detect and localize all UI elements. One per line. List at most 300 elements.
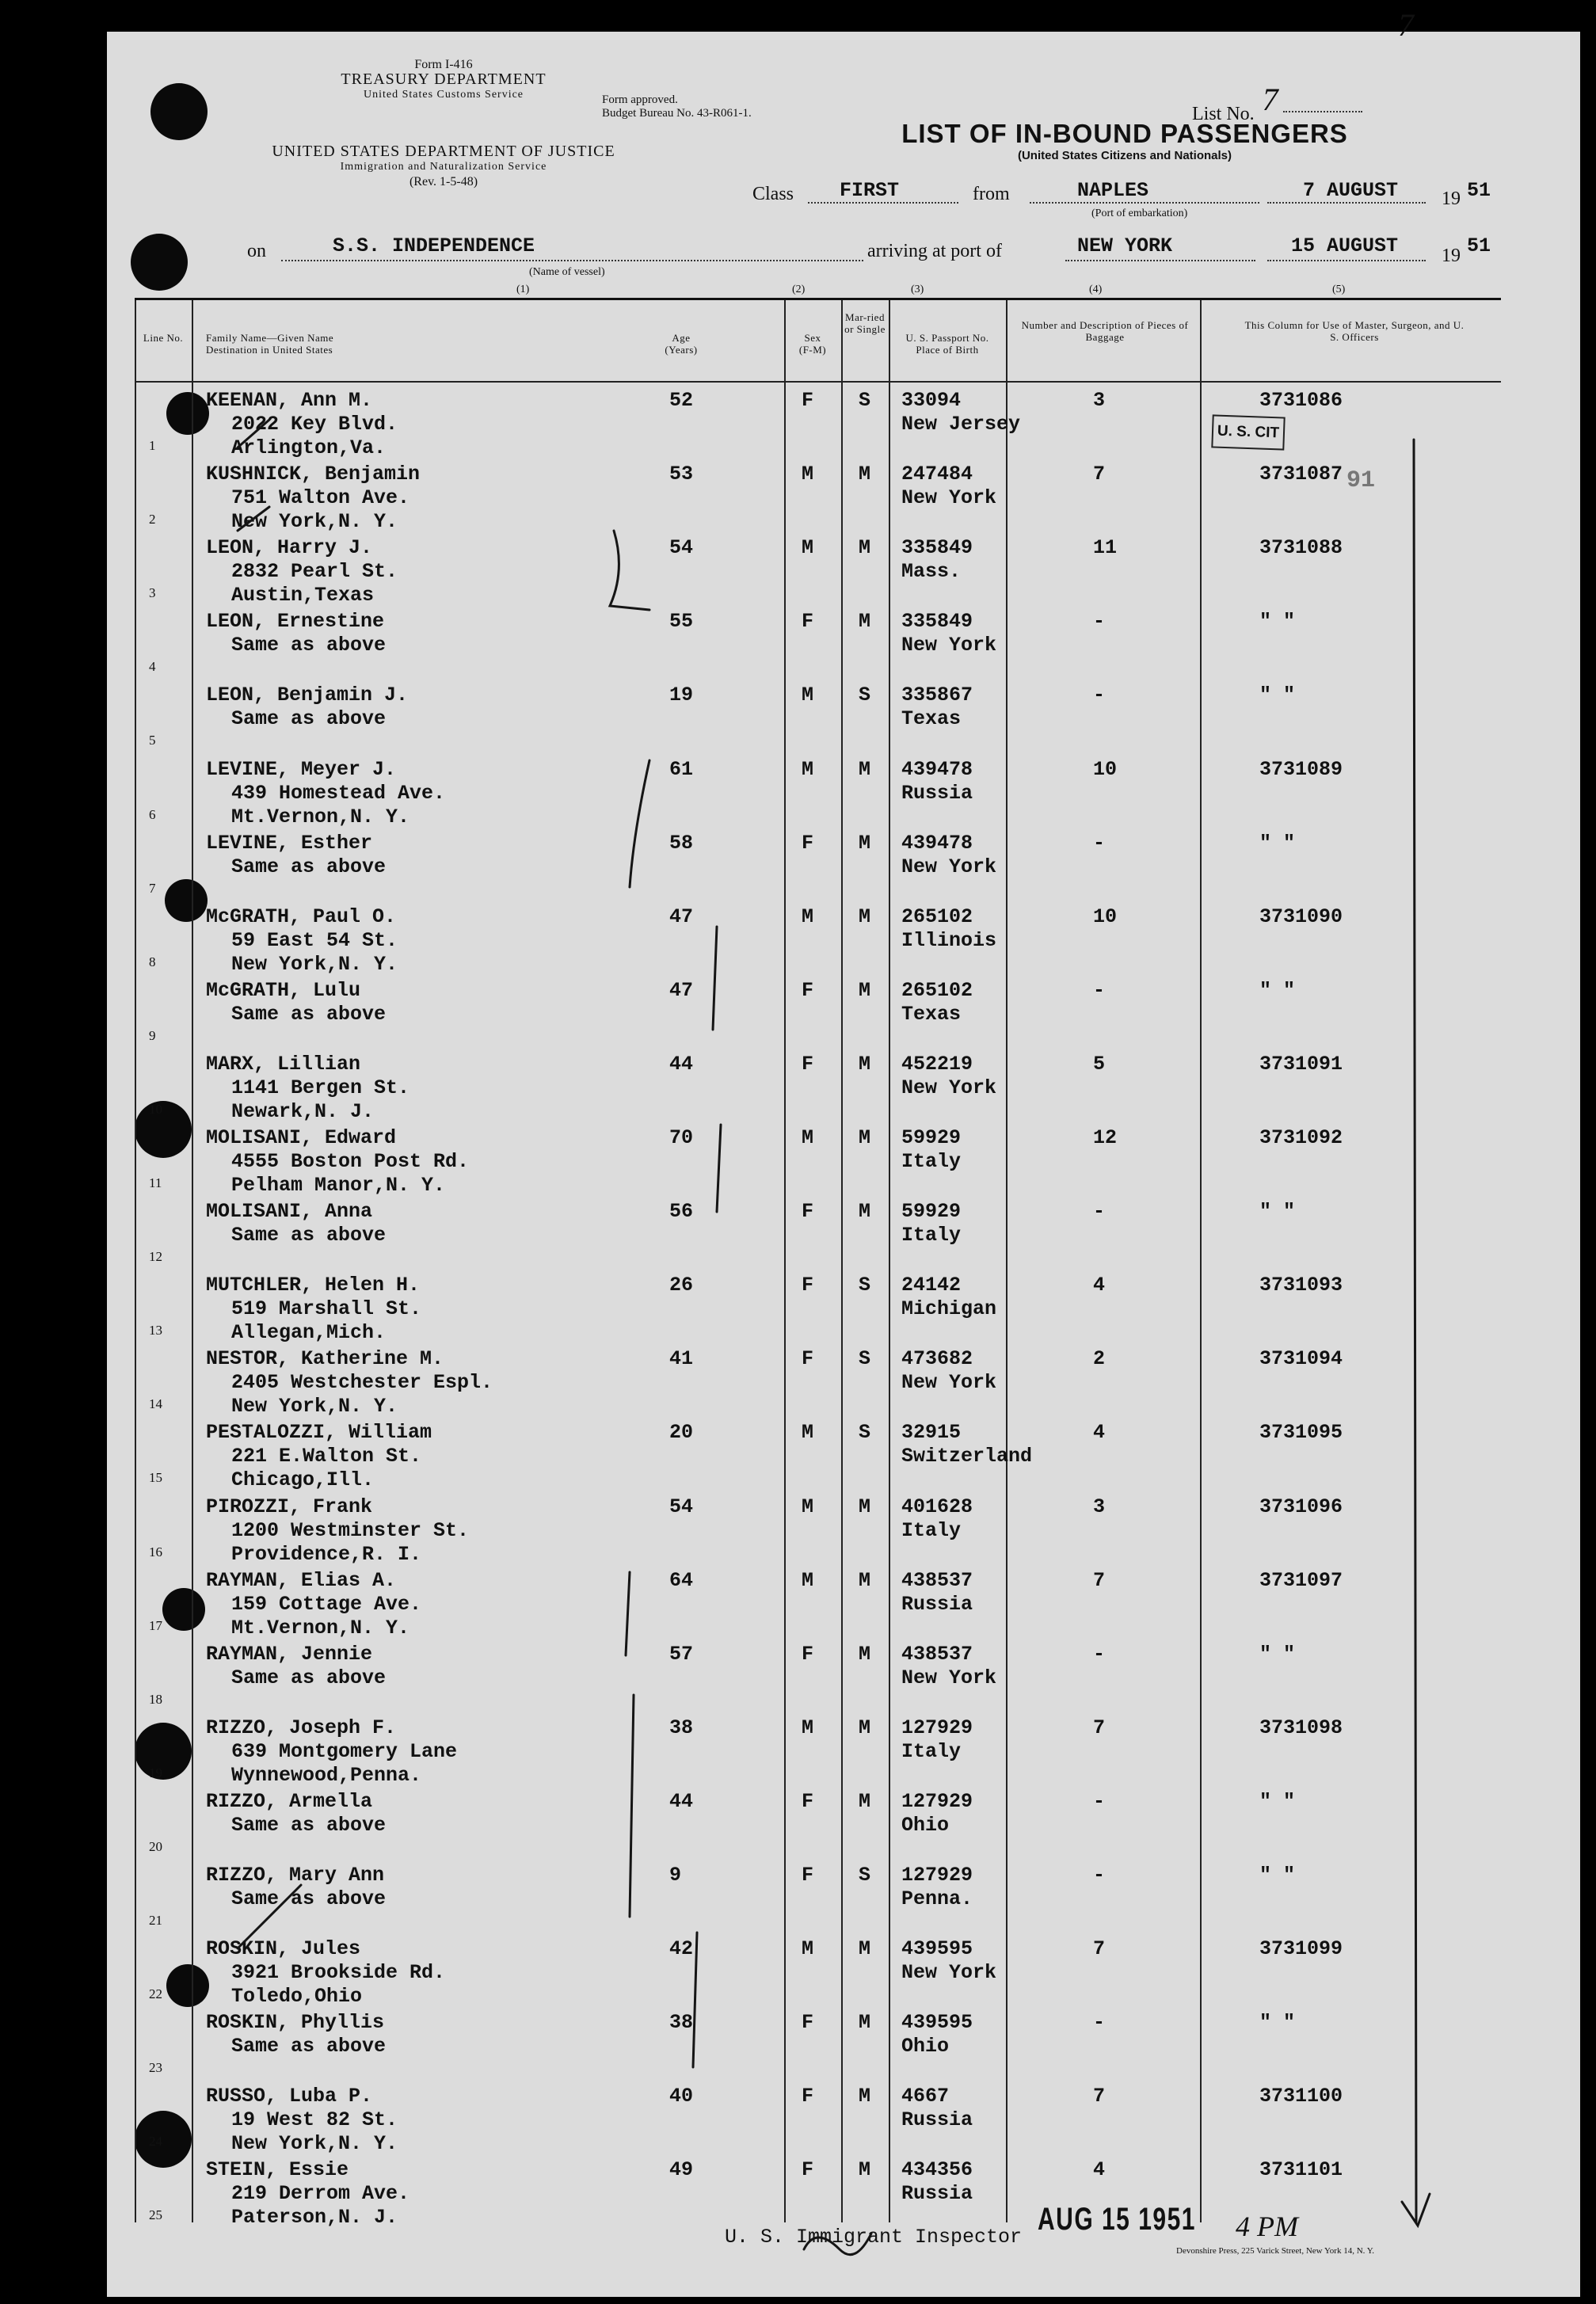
- line-number: 18: [149, 1692, 162, 1707]
- sex-cell: F: [802, 1200, 814, 1223]
- sex-cell: F: [802, 1643, 814, 1666]
- age-cell: 64: [669, 1569, 694, 1592]
- address-line-1: Same as above: [231, 1666, 387, 1689]
- officer-column-value: " ": [1259, 610, 1296, 633]
- budget-bureau: Budget Bureau No. 43-R061-1.: [602, 107, 752, 120]
- marital-status-cell: M: [859, 1126, 871, 1149]
- port-caption: (Port of embarkation): [1091, 208, 1188, 219]
- binder-hole: [131, 234, 188, 291]
- form-agency-header: [238, 57, 649, 102]
- birthplace: Italy: [901, 1224, 962, 1247]
- line-number: 20: [149, 1839, 162, 1854]
- marital-status-cell: S: [859, 1864, 871, 1887]
- marital-status-cell: S: [859, 389, 871, 412]
- address-line-1: Same as above: [231, 634, 387, 657]
- treasury-dept: TREASURY DEPARTMENT: [341, 70, 547, 88]
- address-line-2: Austin,Texas: [231, 584, 375, 607]
- date-line: [1267, 202, 1426, 204]
- address-line-1: 2022 Key Blvd.: [231, 413, 398, 436]
- baggage-count: 10: [1093, 905, 1118, 928]
- marital-status-cell: M: [859, 1716, 871, 1739]
- sex-cell: F: [802, 1864, 814, 1887]
- birthplace: Penna.: [901, 1887, 973, 1910]
- year-prefix: 19: [1442, 189, 1461, 209]
- col-head-line: Line No.: [143, 332, 184, 344]
- ins-service: Immigration and Naturalization Service: [340, 161, 547, 173]
- age-cell: 61: [669, 758, 694, 781]
- age-cell: 38: [669, 2011, 694, 2034]
- arrival-date-line: [1267, 260, 1426, 261]
- officer-column-value: 3731100: [1259, 2085, 1343, 2108]
- age-cell: 54: [669, 536, 694, 559]
- justice-header: [238, 144, 649, 189]
- baggage-count: -: [1093, 610, 1106, 633]
- page-number: 91: [1347, 467, 1376, 494]
- sex-cell: F: [802, 610, 814, 633]
- passport-number: 438537: [901, 1569, 973, 1592]
- officer-column-value: " ": [1259, 1643, 1296, 1666]
- col-head-passport-2: Place of Birth: [916, 344, 979, 356]
- birthplace: Russia: [901, 1593, 973, 1616]
- col-head-officer: This Column for Use of Master, Surgeon, and U. S. Officers: [1244, 319, 1465, 343]
- us-citizen-stamp: U. S. CIT: [1211, 414, 1285, 450]
- passport-number: 335867: [901, 684, 973, 706]
- address-line-1: Same as above: [231, 1814, 387, 1837]
- passenger-name: LEON, Benjamin J.: [206, 684, 409, 706]
- table-row: [135, 386, 1501, 459]
- marital-status-cell: M: [859, 1495, 871, 1518]
- line-number: 15: [149, 1470, 162, 1485]
- address-line-2: Wynnewood,Penna.: [231, 1764, 422, 1787]
- passport-number: 335849: [901, 536, 973, 559]
- arrival-port-line: [1065, 260, 1255, 261]
- birthplace: New York: [901, 1666, 997, 1689]
- passport-number: 473682: [901, 1347, 973, 1370]
- officer-column-value: 3731087: [1259, 463, 1343, 486]
- birthplace: New York: [901, 634, 997, 657]
- age-cell: 56: [669, 1200, 694, 1223]
- justice-dept: UNITED STATES DEPARTMENT OF JUSTICE: [272, 143, 615, 160]
- baggage-count: 7: [1093, 463, 1106, 486]
- address-line-2: Arlington,Va.: [231, 436, 387, 459]
- birthplace: Ohio: [901, 1814, 950, 1837]
- age-cell: 9: [669, 1864, 682, 1887]
- birthplace: Ohio: [901, 2035, 950, 2058]
- baggage-count: 7: [1093, 1569, 1106, 1592]
- address-line-1: 221 E.Walton St.: [231, 1445, 422, 1468]
- header-rule: [135, 381, 1501, 383]
- departure-date: 7 AUGUST: [1303, 179, 1399, 202]
- marital-status-cell: M: [859, 463, 871, 486]
- birthplace: Switzerland: [901, 1445, 1033, 1468]
- col-number-1: (1): [516, 284, 530, 295]
- table-row: [135, 533, 1501, 607]
- marital-status-cell: S: [859, 1347, 871, 1370]
- age-cell: 20: [669, 1421, 694, 1444]
- passenger-name: ROSKIN, Phyllis: [206, 2011, 385, 2034]
- address-line-1: 19 West 82 St.: [231, 2108, 398, 2131]
- sex-cell: M: [802, 1716, 814, 1739]
- age-cell: 40: [669, 2085, 694, 2108]
- sex-cell: M: [802, 1495, 814, 1518]
- officer-column-value: " ": [1259, 979, 1296, 1002]
- list-number-value: 7: [1262, 82, 1278, 117]
- address-line-1: Same as above: [231, 2035, 387, 2058]
- col-head-married: Mar-ried or Single: [844, 311, 886, 335]
- sex-cell: F: [802, 1790, 814, 1813]
- class-value: FIRST: [840, 179, 900, 202]
- table-row: [135, 607, 1501, 680]
- sex-cell: M: [802, 463, 814, 486]
- form-approval: [602, 93, 752, 120]
- sex-cell: M: [802, 536, 814, 559]
- form-approved: Form approved.: [602, 93, 678, 106]
- baggage-count: -: [1093, 1643, 1106, 1666]
- address-line-2: Allegan,Mich.: [231, 1321, 387, 1344]
- line-number: 21: [149, 1913, 162, 1928]
- passenger-name: NESTOR, Katherine M.: [206, 1347, 444, 1370]
- col-head-baggage: Number and Description of Pieces of Baggage: [1021, 319, 1189, 343]
- passport-number: 33094: [901, 389, 962, 412]
- table-row: [135, 1492, 1501, 1566]
- birthplace: New York: [901, 486, 997, 509]
- address-line-1: Same as above: [231, 1224, 387, 1247]
- baggage-count: 3: [1093, 389, 1106, 412]
- marital-status-cell: M: [859, 758, 871, 781]
- passport-number: 438537: [901, 1643, 973, 1666]
- table-row: [135, 1270, 1501, 1344]
- age-cell: 44: [669, 1053, 694, 1076]
- col-number-4: (4): [1089, 284, 1103, 295]
- sex-cell: F: [802, 979, 814, 1002]
- passport-number: 127929: [901, 1716, 973, 1739]
- inspection-date-stamp: AUG 15 1951: [1038, 2202, 1196, 2237]
- table-row: [135, 1566, 1501, 1639]
- address-line-1: 519 Marshall St.: [231, 1297, 422, 1320]
- birthplace: New York: [901, 1961, 997, 1984]
- col-head-name-2: Destination in United States: [206, 344, 333, 356]
- passenger-name: LEVINE, Esther: [206, 832, 373, 855]
- baggage-count: 7: [1093, 2085, 1106, 2108]
- age-cell: 19: [669, 684, 694, 706]
- address-line-2: New York,N. Y.: [231, 2132, 398, 2155]
- table-row: [135, 1418, 1501, 1491]
- baggage-count: -: [1093, 1864, 1106, 1887]
- officer-column-value: 3731092: [1259, 1126, 1343, 1149]
- baggage-count: -: [1093, 832, 1106, 855]
- officer-column-value: 3731098: [1259, 1716, 1343, 1739]
- birthplace: New York: [901, 855, 997, 878]
- class-label: Class: [752, 184, 794, 204]
- table-row: [135, 755, 1501, 828]
- marital-status-cell: M: [859, 610, 871, 633]
- inspector-caption: U. S. Immigrant Inspector: [725, 2226, 1023, 2249]
- passport-number: 127929: [901, 1864, 973, 1887]
- table-row: [135, 1713, 1501, 1787]
- line-number: 9: [149, 1028, 156, 1043]
- birthplace: Italy: [901, 1150, 962, 1173]
- officer-column-value: " ": [1259, 1864, 1296, 1887]
- birthplace: New York: [901, 1076, 997, 1099]
- sex-cell: M: [802, 1569, 814, 1592]
- birthplace: Russia: [901, 2108, 973, 2131]
- address-line-2: New York,N. Y.: [231, 953, 398, 976]
- passenger-name: RIZZO, Armella: [206, 1790, 373, 1813]
- age-cell: 41: [669, 1347, 694, 1370]
- year-value: 51: [1467, 179, 1491, 202]
- table-row: [135, 1123, 1501, 1197]
- passport-number: 4667: [901, 2085, 950, 2108]
- sex-cell: F: [802, 1274, 814, 1297]
- officer-column-value: 3731093: [1259, 1274, 1343, 1297]
- baggage-count: 12: [1093, 1126, 1118, 1149]
- officer-column-value: 3731094: [1259, 1347, 1343, 1370]
- col-head-sex-1: Sex: [804, 332, 821, 344]
- table-row: [135, 1639, 1501, 1713]
- port-value: NAPLES: [1077, 179, 1149, 202]
- line-number: 17: [149, 1618, 162, 1633]
- birthplace: Italy: [901, 1740, 962, 1763]
- class-line: [808, 202, 958, 204]
- passenger-name: RAYMAN, Elias A.: [206, 1569, 397, 1592]
- passenger-name: KEENAN, Ann M.: [206, 389, 373, 412]
- col-head-age-1: Age: [672, 332, 691, 344]
- table-row: [135, 902, 1501, 976]
- marital-status-cell: M: [859, 1569, 871, 1592]
- printer-imprint: Devonshire Press, 225 Varick Street, New York 14, N. Y.: [1176, 2246, 1375, 2256]
- table-row: [135, 2081, 1501, 2155]
- baggage-count: -: [1093, 979, 1106, 1002]
- officer-column-value: 3731091: [1259, 1053, 1343, 1076]
- baggage-count: 10: [1093, 758, 1118, 781]
- baggage-count: -: [1093, 1790, 1106, 1813]
- table-row: [135, 1934, 1501, 2008]
- passenger-name: McGRATH, Lulu: [206, 979, 361, 1002]
- marital-status-cell: M: [859, 2011, 871, 2034]
- baggage-count: 5: [1093, 1053, 1106, 1076]
- address-line-2: Providence,R. I.: [231, 1543, 422, 1566]
- passport-number: 439595: [901, 2011, 973, 2034]
- baggage-count: 3: [1093, 1495, 1106, 1518]
- birthplace: Texas: [901, 1003, 962, 1026]
- table-row: [135, 680, 1501, 754]
- passenger-name: ROSKIN, Jules: [206, 1937, 361, 1960]
- officer-column-value: 3731101: [1259, 2158, 1343, 2181]
- col-head-name: [206, 332, 444, 356]
- passport-number: 401628: [901, 1495, 973, 1518]
- birthplace: Michigan: [901, 1297, 997, 1320]
- sex-cell: F: [802, 832, 814, 855]
- birthplace: New York: [901, 1371, 997, 1394]
- address-line-2: New York,N. Y.: [231, 1395, 398, 1418]
- sex-cell: F: [802, 1053, 814, 1076]
- line-number: 2: [149, 512, 156, 527]
- officer-column-value: " ": [1259, 832, 1296, 855]
- officer-column-value: " ": [1259, 1790, 1296, 1813]
- marital-status-cell: M: [859, 1937, 871, 1960]
- passenger-name: RIZZO, Joseph F.: [206, 1716, 397, 1739]
- baggage-count: 4: [1093, 1421, 1106, 1444]
- birthplace: Illinois: [901, 929, 997, 952]
- birthplace: Texas: [901, 707, 962, 730]
- line-number: 24: [149, 2134, 162, 2149]
- table-row: [135, 976, 1501, 1049]
- address-line-2: Pelham Manor,N. Y.: [231, 1174, 446, 1197]
- arriving-label: arriving at port of: [867, 241, 1002, 261]
- age-cell: 47: [669, 905, 694, 928]
- table-row: [135, 1860, 1501, 1934]
- officer-column-value: 3731096: [1259, 1495, 1343, 1518]
- col-head-passport: [889, 332, 1006, 356]
- address-line-2: Chicago,Ill.: [231, 1468, 375, 1491]
- birthplace: New Jersey: [901, 413, 1021, 436]
- line-number: 19: [149, 1765, 162, 1780]
- sex-cell: F: [802, 1347, 814, 1370]
- officer-column-value: 3731099: [1259, 1937, 1343, 1960]
- inspection-time: 4 PM: [1236, 2211, 1298, 2242]
- line-number: 8: [149, 954, 156, 969]
- col-head-age: [626, 332, 737, 356]
- address-line-2: Paterson,N. J.: [231, 2206, 398, 2229]
- birthplace: Russia: [901, 2182, 973, 2205]
- marital-status-cell: M: [859, 2085, 871, 2108]
- marital-status-cell: M: [859, 905, 871, 928]
- address-line-1: Same as above: [231, 707, 387, 730]
- marital-status-cell: M: [859, 979, 871, 1002]
- baggage-count: -: [1093, 2011, 1106, 2034]
- arrival-date: 15 AUGUST: [1291, 234, 1399, 257]
- passport-number: 24142: [901, 1274, 962, 1297]
- officer-column-value: " ": [1259, 1200, 1296, 1223]
- list-title: [887, 119, 1362, 162]
- line-number: 1: [149, 438, 156, 453]
- baggage-count: 7: [1093, 1937, 1106, 1960]
- form-revision: (Rev. 1-5-48): [409, 175, 478, 189]
- sex-cell: M: [802, 1937, 814, 1960]
- age-cell: 47: [669, 979, 694, 1002]
- marital-status-cell: M: [859, 536, 871, 559]
- sex-cell: M: [802, 905, 814, 928]
- sex-cell: F: [802, 2085, 814, 2108]
- age-cell: 57: [669, 1643, 694, 1666]
- address-line-1: Same as above: [231, 855, 387, 878]
- age-cell: 55: [669, 610, 694, 633]
- address-line-1: 2832 Pearl St.: [231, 560, 398, 583]
- baggage-count: -: [1093, 684, 1106, 706]
- passenger-name: MOLISANI, Anna: [206, 1200, 373, 1223]
- age-cell: 42: [669, 1937, 694, 1960]
- officer-column-value: 3731086: [1259, 389, 1343, 412]
- line-number: 25: [149, 2207, 162, 2222]
- line-number: 16: [149, 1544, 162, 1559]
- marital-status-cell: M: [859, 1053, 871, 1076]
- officer-column-value: 3731089: [1259, 758, 1343, 781]
- table-row: [135, 828, 1501, 902]
- address-line-1: 3921 Brookside Rd.: [231, 1961, 446, 1984]
- address-line-1: 159 Cottage Ave.: [231, 1593, 422, 1616]
- line-number: 11: [149, 1175, 162, 1190]
- passport-number: 434356: [901, 2158, 973, 2181]
- address-line-1: 639 Montgomery Lane: [231, 1740, 458, 1763]
- age-cell: 49: [669, 2158, 694, 2181]
- passport-number: 439478: [901, 832, 973, 855]
- table-row: [135, 1344, 1501, 1418]
- passenger-name: LEON, Harry J.: [206, 536, 373, 559]
- passenger-name: STEIN, Essie: [206, 2158, 349, 2181]
- line-number: 13: [149, 1323, 162, 1338]
- age-cell: 44: [669, 1790, 694, 1813]
- passenger-name: MARX, Lillian: [206, 1053, 361, 1076]
- line-number: 4: [149, 659, 156, 674]
- vessel-caption: (Name of vessel): [529, 266, 605, 278]
- birthplace: Mass.: [901, 560, 962, 583]
- age-cell: 70: [669, 1126, 694, 1149]
- list-label: List No.: [1192, 104, 1255, 124]
- address-line-2: Mt.Vernon,N. Y.: [231, 1617, 410, 1639]
- marital-status-cell: M: [859, 832, 871, 855]
- address-line-1: Same as above: [231, 1003, 387, 1026]
- passenger-name: McGRATH, Paul O.: [206, 905, 397, 928]
- age-cell: 26: [669, 1274, 694, 1297]
- address-line-1: 219 Derrom Ave.: [231, 2182, 410, 2205]
- passenger-name: RUSSO, Luba P.: [206, 2085, 373, 2108]
- passenger-name: LEON, Ernestine: [206, 610, 385, 633]
- passport-number: 247484: [901, 463, 973, 486]
- customs-service: United States Customs Service: [363, 89, 524, 101]
- list-number-line: [1283, 111, 1362, 112]
- line-number: 22: [149, 1986, 162, 2001]
- line-number: 12: [149, 1249, 162, 1264]
- baggage-count: 7: [1093, 1716, 1106, 1739]
- on-label: on: [247, 241, 266, 261]
- col-number-3: (3): [911, 284, 924, 295]
- line-number: 3: [149, 585, 156, 600]
- line-number: 6: [149, 807, 156, 822]
- baggage-count: -: [1093, 1200, 1106, 1223]
- passenger-name: PESTALOZZI, William: [206, 1421, 432, 1444]
- col-head-name-1: Family Name—Given Name: [206, 332, 334, 344]
- address-line-1: Same as above: [231, 1887, 387, 1910]
- passport-number: 439478: [901, 758, 973, 781]
- line-number: 10: [149, 1102, 162, 1117]
- officer-column-value: 3731097: [1259, 1569, 1343, 1592]
- marital-status-cell: S: [859, 1421, 871, 1444]
- line-number: 7: [149, 881, 156, 896]
- baggage-count: 4: [1093, 2158, 1106, 2181]
- passport-number: 335849: [901, 610, 973, 633]
- from-label: from: [973, 184, 1010, 204]
- passenger-name: PIROZZI, Frank: [206, 1495, 373, 1518]
- address-line-2: Mt.Vernon,N. Y.: [231, 805, 410, 828]
- passport-number: 439595: [901, 1937, 973, 1960]
- col-number-5: (5): [1332, 284, 1346, 295]
- table-row: [135, 1049, 1501, 1123]
- passport-number: 265102: [901, 905, 973, 928]
- col-number-2: (2): [792, 284, 806, 295]
- passport-number: 127929: [901, 1790, 973, 1813]
- binder-hole: [150, 83, 208, 140]
- arrival-year: 51: [1467, 234, 1491, 257]
- col-head-sex: [784, 332, 841, 356]
- baggage-count: 2: [1093, 1347, 1106, 1370]
- table-row: [135, 2008, 1501, 2081]
- marital-status-cell: M: [859, 1200, 871, 1223]
- passport-number: 452219: [901, 1053, 973, 1076]
- address-line-2: Toledo,Ohio: [231, 1985, 363, 2008]
- age-cell: 58: [669, 832, 694, 855]
- passenger-name: MOLISANI, Edward: [206, 1126, 397, 1149]
- port-line: [1030, 202, 1259, 204]
